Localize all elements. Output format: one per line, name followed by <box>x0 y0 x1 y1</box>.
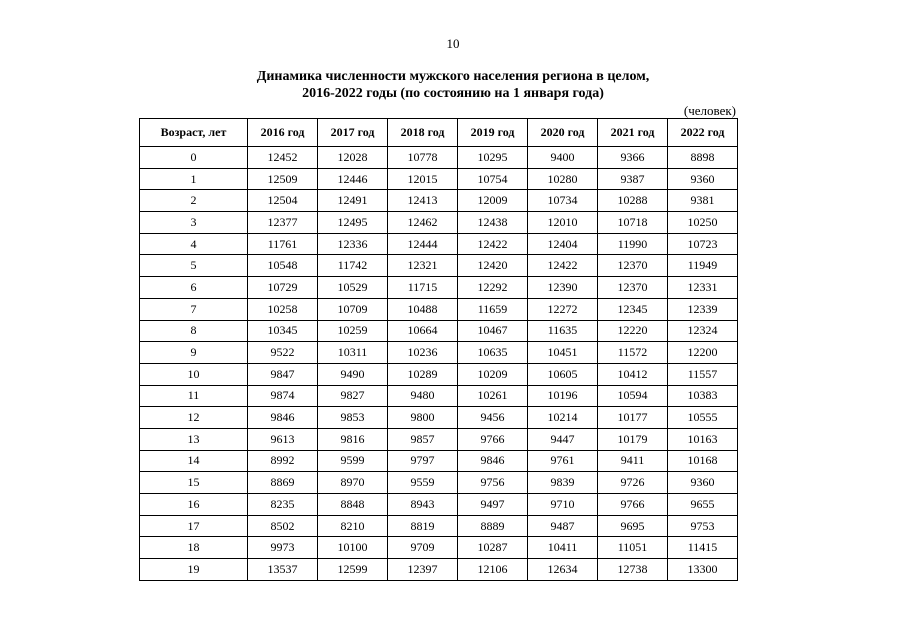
value-cell: 11415 <box>668 537 738 559</box>
value-cell: 10723 <box>668 233 738 255</box>
page-number: 10 <box>446 36 460 51</box>
table-row <box>140 255 738 277</box>
value-cell: 9487 <box>528 515 598 537</box>
value-cell: 10100 <box>318 537 388 559</box>
unit-label: (человек) <box>683 103 736 118</box>
value-cell: 10258 <box>248 298 318 320</box>
age-cell: 12 <box>140 407 248 429</box>
value-cell: 9827 <box>318 385 388 407</box>
value-cell: 9816 <box>318 428 388 450</box>
column-header: 2019 год <box>458 119 528 147</box>
value-cell: 9846 <box>248 407 318 429</box>
value-cell: 12345 <box>598 298 668 320</box>
value-cell: 12491 <box>318 190 388 212</box>
age-cell: 19 <box>140 559 248 581</box>
value-cell: 12028 <box>318 147 388 169</box>
value-cell: 10451 <box>528 342 598 364</box>
value-cell: 9360 <box>668 168 738 190</box>
value-cell: 10734 <box>528 190 598 212</box>
value-cell: 9839 <box>528 472 598 494</box>
table-row <box>140 277 738 299</box>
table-row <box>140 212 738 234</box>
table-row <box>140 450 738 472</box>
value-cell: 12220 <box>598 320 668 342</box>
age-cell: 9 <box>140 342 248 364</box>
value-cell: 9847 <box>248 363 318 385</box>
value-cell: 10488 <box>388 298 458 320</box>
value-cell: 12422 <box>458 233 528 255</box>
value-cell: 13300 <box>668 559 738 581</box>
value-cell: 12413 <box>388 190 458 212</box>
value-cell: 8970 <box>318 472 388 494</box>
value-cell: 12331 <box>668 277 738 299</box>
value-cell: 9710 <box>528 494 598 516</box>
column-header: 2018 год <box>388 119 458 147</box>
value-cell: 12200 <box>668 342 738 364</box>
value-cell: 10196 <box>528 385 598 407</box>
value-cell: 11990 <box>598 233 668 255</box>
value-cell: 11635 <box>528 320 598 342</box>
value-cell: 12420 <box>458 255 528 277</box>
value-cell: 10529 <box>318 277 388 299</box>
value-cell: 10261 <box>458 385 528 407</box>
header-row <box>140 119 738 147</box>
table-row <box>140 342 738 364</box>
value-cell: 9559 <box>388 472 458 494</box>
table-row <box>140 407 738 429</box>
value-cell: 9800 <box>388 407 458 429</box>
value-cell: 9797 <box>388 450 458 472</box>
value-cell: 9490 <box>318 363 388 385</box>
value-cell: 12370 <box>598 277 668 299</box>
table-row <box>140 472 738 494</box>
value-cell: 12339 <box>668 298 738 320</box>
value-cell: 9853 <box>318 407 388 429</box>
value-cell: 9766 <box>458 428 528 450</box>
value-cell: 9695 <box>598 515 668 537</box>
value-cell: 12504 <box>248 190 318 212</box>
value-cell: 9753 <box>668 515 738 537</box>
table-row <box>140 147 738 169</box>
value-cell: 10411 <box>528 537 598 559</box>
value-cell: 8848 <box>318 494 388 516</box>
table-row <box>140 515 738 537</box>
value-cell: 11051 <box>598 537 668 559</box>
table-row <box>140 320 738 342</box>
value-cell: 11659 <box>458 298 528 320</box>
value-cell: 9709 <box>388 537 458 559</box>
value-cell: 11761 <box>248 233 318 255</box>
value-cell: 9447 <box>528 428 598 450</box>
value-cell: 11742 <box>318 255 388 277</box>
value-cell: 12462 <box>388 212 458 234</box>
value-cell: 12495 <box>318 212 388 234</box>
table-row <box>140 233 738 255</box>
column-header: 2022 год <box>668 119 738 147</box>
column-header: 2017 год <box>318 119 388 147</box>
age-cell: 15 <box>140 472 248 494</box>
age-cell: 0 <box>140 147 248 169</box>
value-cell: 9973 <box>248 537 318 559</box>
value-cell: 13537 <box>248 559 318 581</box>
age-cell: 14 <box>140 450 248 472</box>
value-cell: 9857 <box>388 428 458 450</box>
value-cell: 10250 <box>668 212 738 234</box>
table-row <box>140 298 738 320</box>
value-cell: 10664 <box>388 320 458 342</box>
table-row <box>140 385 738 407</box>
value-cell: 9366 <box>598 147 668 169</box>
value-cell: 8898 <box>668 147 738 169</box>
value-cell: 10168 <box>668 450 738 472</box>
value-cell: 9411 <box>598 450 668 472</box>
value-cell: 10778 <box>388 147 458 169</box>
population-table <box>139 118 738 581</box>
value-cell: 9761 <box>528 450 598 472</box>
value-cell: 9381 <box>668 190 738 212</box>
age-cell: 10 <box>140 363 248 385</box>
age-cell: 1 <box>140 168 248 190</box>
value-cell: 9400 <box>528 147 598 169</box>
value-cell: 10467 <box>458 320 528 342</box>
value-cell: 10754 <box>458 168 528 190</box>
value-cell: 10288 <box>598 190 668 212</box>
value-cell: 12438 <box>458 212 528 234</box>
value-cell: 10605 <box>528 363 598 385</box>
table-row <box>140 559 738 581</box>
value-cell: 12509 <box>248 168 318 190</box>
value-cell: 12321 <box>388 255 458 277</box>
value-cell: 10548 <box>248 255 318 277</box>
value-cell: 9387 <box>598 168 668 190</box>
value-cell: 12377 <box>248 212 318 234</box>
value-cell: 12292 <box>458 277 528 299</box>
table-title-line-1: Динамика численности мужского населения региона в целом, <box>256 69 650 84</box>
table-title-line-2: 2016-2022 годы (по состоянию на 1 января года) <box>302 86 604 101</box>
value-cell: 12446 <box>318 168 388 190</box>
value-cell: 9480 <box>388 385 458 407</box>
age-cell: 2 <box>140 190 248 212</box>
value-cell: 10635 <box>458 342 528 364</box>
value-cell: 10163 <box>668 428 738 450</box>
value-cell: 9599 <box>318 450 388 472</box>
value-cell: 12452 <box>248 147 318 169</box>
value-cell: 9613 <box>248 428 318 450</box>
value-cell: 12404 <box>528 233 598 255</box>
value-cell: 10345 <box>248 320 318 342</box>
value-cell: 11557 <box>668 363 738 385</box>
value-cell: 8943 <box>388 494 458 516</box>
value-cell: 10718 <box>598 212 668 234</box>
value-cell: 12634 <box>528 559 598 581</box>
value-cell: 8819 <box>388 515 458 537</box>
age-cell: 6 <box>140 277 248 299</box>
table-row <box>140 428 738 450</box>
value-cell: 8889 <box>458 515 528 537</box>
value-cell: 12272 <box>528 298 598 320</box>
column-header: 2020 год <box>528 119 598 147</box>
value-cell: 11572 <box>598 342 668 364</box>
value-cell: 12599 <box>318 559 388 581</box>
column-header: 2021 год <box>598 119 668 147</box>
table-row <box>140 363 738 385</box>
value-cell: 10236 <box>388 342 458 364</box>
value-cell: 12738 <box>598 559 668 581</box>
value-cell: 12106 <box>458 559 528 581</box>
value-cell: 10383 <box>668 385 738 407</box>
column-header: 2016 год <box>248 119 318 147</box>
value-cell: 10214 <box>528 407 598 429</box>
age-cell: 18 <box>140 537 248 559</box>
age-cell: 5 <box>140 255 248 277</box>
value-cell: 9846 <box>458 450 528 472</box>
value-cell: 9497 <box>458 494 528 516</box>
table-row <box>140 190 738 212</box>
value-cell: 11715 <box>388 277 458 299</box>
table-body <box>140 147 738 581</box>
value-cell: 8502 <box>248 515 318 537</box>
value-cell: 10555 <box>668 407 738 429</box>
value-cell: 10295 <box>458 147 528 169</box>
table-row <box>140 168 738 190</box>
value-cell: 10259 <box>318 320 388 342</box>
age-cell: 11 <box>140 385 248 407</box>
value-cell: 10179 <box>598 428 668 450</box>
value-cell: 12010 <box>528 212 598 234</box>
age-cell: 7 <box>140 298 248 320</box>
value-cell: 9655 <box>668 494 738 516</box>
value-cell: 12336 <box>318 233 388 255</box>
value-cell: 11949 <box>668 255 738 277</box>
value-cell: 8869 <box>248 472 318 494</box>
value-cell: 8235 <box>248 494 318 516</box>
age-cell: 17 <box>140 515 248 537</box>
age-cell: 16 <box>140 494 248 516</box>
value-cell: 10729 <box>248 277 318 299</box>
value-cell: 12422 <box>528 255 598 277</box>
value-cell: 10280 <box>528 168 598 190</box>
value-cell: 9726 <box>598 472 668 494</box>
value-cell: 9874 <box>248 385 318 407</box>
value-cell: 10209 <box>458 363 528 385</box>
column-header: Возраст, лет <box>140 119 248 147</box>
value-cell: 10287 <box>458 537 528 559</box>
value-cell: 9766 <box>598 494 668 516</box>
age-cell: 4 <box>140 233 248 255</box>
table-row <box>140 494 738 516</box>
value-cell: 12015 <box>388 168 458 190</box>
value-cell: 10412 <box>598 363 668 385</box>
table-row <box>140 537 738 559</box>
value-cell: 8992 <box>248 450 318 472</box>
value-cell: 12390 <box>528 277 598 299</box>
value-cell: 12444 <box>388 233 458 255</box>
value-cell: 12397 <box>388 559 458 581</box>
age-cell: 8 <box>140 320 248 342</box>
value-cell: 9360 <box>668 472 738 494</box>
value-cell: 10289 <box>388 363 458 385</box>
value-cell: 10311 <box>318 342 388 364</box>
table-header <box>140 119 738 147</box>
value-cell: 9756 <box>458 472 528 494</box>
value-cell: 12324 <box>668 320 738 342</box>
value-cell: 12370 <box>598 255 668 277</box>
age-cell: 3 <box>140 212 248 234</box>
value-cell: 8210 <box>318 515 388 537</box>
value-cell: 12009 <box>458 190 528 212</box>
value-cell: 9456 <box>458 407 528 429</box>
value-cell: 10709 <box>318 298 388 320</box>
value-cell: 10594 <box>598 385 668 407</box>
value-cell: 10177 <box>598 407 668 429</box>
age-cell: 13 <box>140 428 248 450</box>
value-cell: 9522 <box>248 342 318 364</box>
